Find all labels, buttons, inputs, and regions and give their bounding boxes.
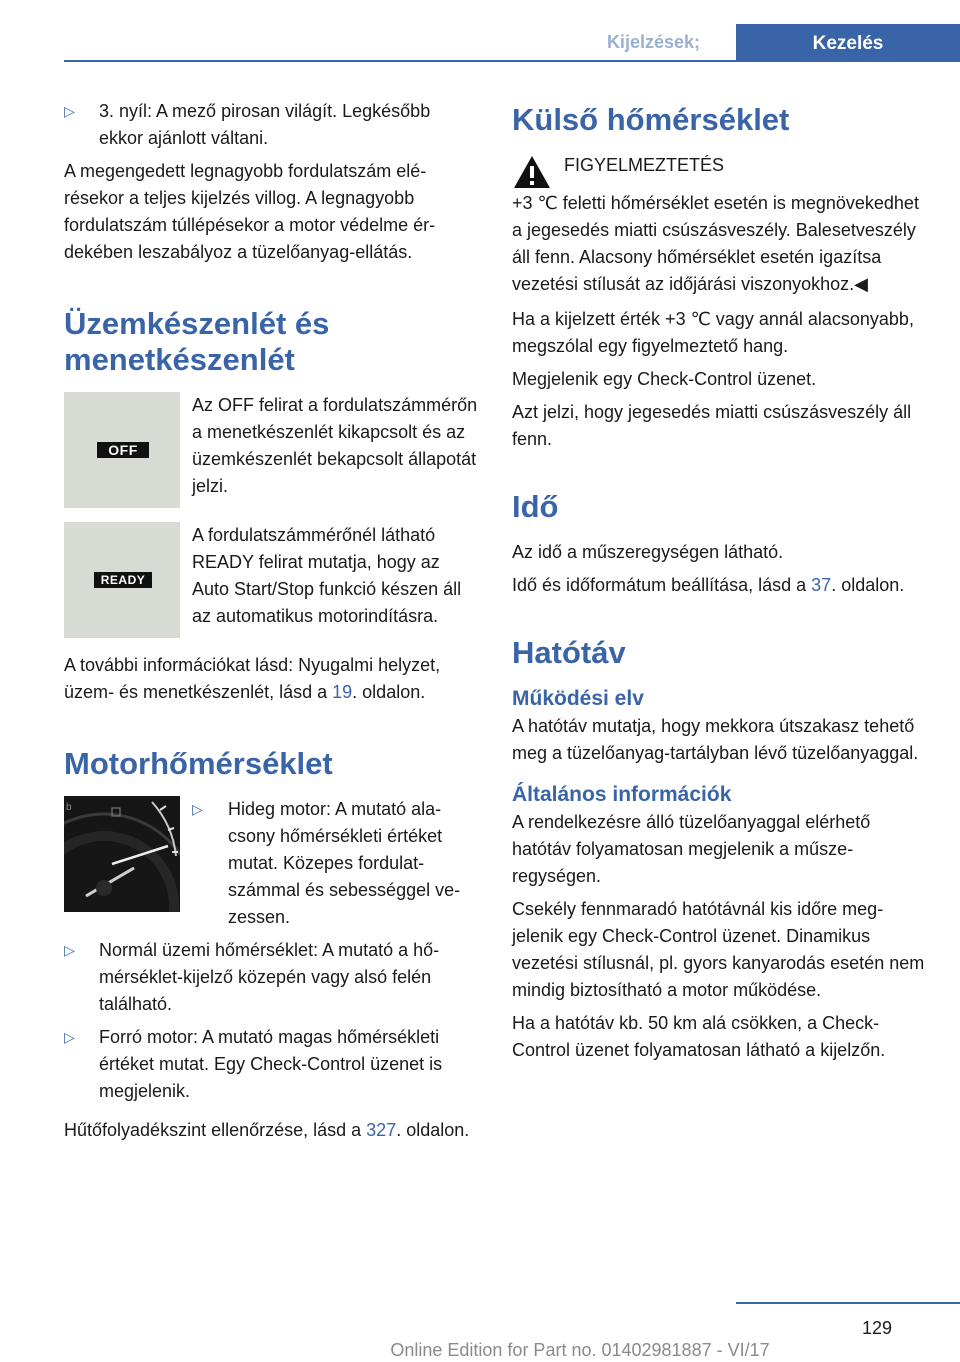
off-description: Az OFF felirat a fordulatszámmérőn a menetkészenlét kikapcsolt és az üzemkészenlét bekapcsolt állapotát jelzi.: [192, 395, 478, 496]
off-display-image: [64, 392, 180, 508]
time-settings-text-end: . oldalon.: [831, 575, 905, 595]
page-link-19[interactable]: 19: [332, 682, 353, 702]
paragraph: A hatótáv mutatja, hogy mekkora útszakasz tehető meg a tüzelőanyag-tartályban lévő tüzelőanyaggal.: [512, 716, 919, 763]
paragraph: A megengedett legnagyobb fordulatszám elérésekor a teljes kijelzés villog. A legnagyobb fordulatszám túllépésekor a motor védelme érdekében leszabályoz a tüzelőanyag-ellátás.: [64, 161, 436, 262]
figure-row-off: [64, 392, 478, 508]
time-settings-paragraph: [512, 572, 928, 599]
page-link-327[interactable]: 327: [366, 1120, 397, 1140]
paragraph: Azt jelzi, hogy jegesedés miatti csúszásveszély áll fenn.: [512, 402, 912, 449]
list-item: [64, 1024, 478, 1105]
gauge-bullet: [192, 796, 478, 931]
svg-text:b: b: [66, 802, 72, 813]
paragraph: Megjelenik egy Check-Control üzenet.: [512, 369, 817, 389]
more-info-paragraph: [64, 652, 478, 706]
warning-icon: [512, 154, 552, 190]
paragraph: Csekély fennmaradó hatótávnál kis időre megjelenik egy Check-Control üzenet. Dinamikus vezetési stílusnál, pl. gyors kanyarodás esetén nem mindig biztosítható a motor működése.: [512, 899, 925, 1000]
off-label: OFF: [97, 442, 149, 458]
figure-row-gauge: [64, 796, 478, 931]
paragraph: Az idő a műszeregységen látható.: [512, 542, 784, 562]
page-link-37[interactable]: 37: [811, 575, 832, 595]
subheading-general: Általános információk: [512, 783, 732, 806]
bullet-text: Hideg motor: A mutató alacsony hőmérsékleti értéket mutat. Közepes fordulatszámmal és sebességgel vezessen.: [228, 799, 461, 927]
triangle-bullet-icon: ▷: [192, 801, 203, 817]
coolant-paragraph: [64, 1117, 478, 1144]
section-heading-time: Idő: [512, 489, 559, 524]
list-item: [64, 937, 478, 1018]
left-column: [64, 98, 478, 1150]
coolant-text: Hűtőfolyadékszint ellenőrzése, lásd a: [64, 1120, 367, 1140]
coolant-text-end: . oldalon.: [396, 1120, 470, 1140]
edition-footer: Online Edition for Part no. 01402981887 - VI/17: [390, 1340, 770, 1360]
bullet-text: Forró motor: A mutató magas hőmérsékleti értéket mutat. Egy Check-Control üzenet is megjelenik.: [99, 1027, 443, 1101]
ready-display-image: [64, 522, 180, 638]
page-number: 129: [862, 1318, 893, 1338]
header-rule: [64, 60, 960, 62]
section-heading-range: Hatótáv: [512, 635, 626, 670]
list-item: [192, 796, 478, 931]
warning-block: [512, 152, 928, 190]
section-tab[interactable]: Kezelés: [736, 24, 960, 62]
footer-rule: [736, 1302, 960, 1304]
more-info-text-end: . oldalon.: [352, 682, 426, 702]
warning-title: FIGYELMEZTETÉS: [564, 155, 725, 175]
paragraph: A rendelkezésre álló tüzelőanyaggal elérhető hatótáv folyamatosan megjelenik a műszeregységen.: [512, 812, 871, 886]
more-info-text: A további információkat lásd: Nyugalmi helyzet, üzem- és menetkészenlét, lásd a: [64, 655, 441, 702]
section-heading-engine-temp: Motorhőmérséklet: [64, 746, 333, 781]
page-header: [0, 0, 960, 62]
bullet-text: 3. nyíl: A mező pirosan világít. Legkésőbb ekkor ajánlott váltani.: [99, 101, 431, 148]
triangle-bullet-icon: ▷: [64, 942, 75, 958]
subheading-principle: Működési elv: [512, 687, 644, 710]
breadcrumb[interactable]: Kijelzések;: [606, 32, 700, 52]
bullet-text: Normál üzemi hőmérséklet: A mutató a hőmérséklet-kijelző közepén vagy alsó felén található.: [99, 940, 440, 1014]
time-settings-text: Idő és időformátum beállítása, lásd a: [512, 575, 812, 595]
figure-row-ready: [64, 522, 478, 638]
triangle-bullet-icon: ▷: [64, 103, 75, 119]
section-heading-outside-temp: Külső hőmérséklet: [512, 102, 790, 137]
right-column: [512, 98, 928, 1070]
temperature-gauge-image: [64, 796, 180, 912]
paragraph: Ha a hatótáv kb. 50 km alá csökken, a Check-Control üzenet folyamatosan látható a kijelzőn.: [512, 1013, 886, 1060]
section-heading-standby: Üzemkészenlét és menetkészenlét: [64, 306, 330, 377]
paragraph: Ha a kijelzett érték +3 ℃ vagy annál alacsonyabb, megszólal egy figyelmeztető hang.: [512, 309, 914, 356]
list-item: [64, 98, 478, 152]
ready-label: READY: [94, 572, 152, 588]
triangle-bullet-icon: ▷: [64, 1029, 75, 1045]
warning-text: +3 ℃ feletti hőmérséklet esetén is megnövekedhet a jegesedés miatti csúszásveszély. Balesetveszély áll fenn. Alacsony hőmérséklet esetén igazítsa vezetési stílusát az időjárási viszonyokhoz.◀: [512, 193, 919, 294]
ready-description: A fordulatszámmérőnél látható READY felirat mutatja, hogy az Auto Start/Stop funkció készen áll az automatikus motorindításra.: [192, 525, 462, 626]
